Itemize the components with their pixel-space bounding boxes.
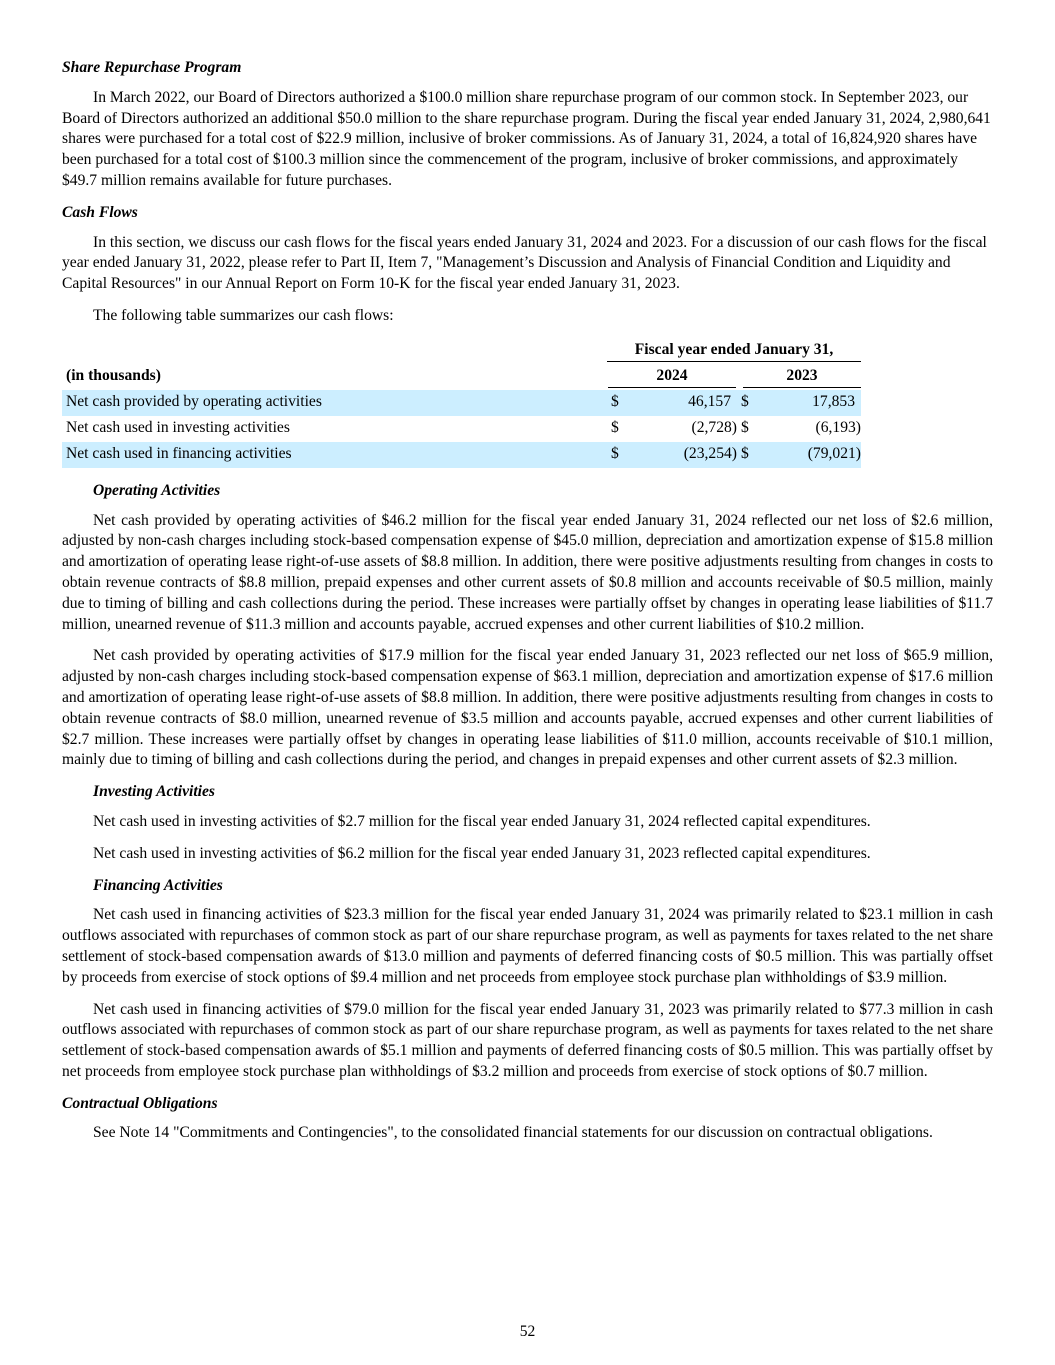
page-number: 52 [519,1323,536,1340]
value-2024: (2,728) [691,419,737,437]
row-label: Net cash used in financing activities [62,442,607,468]
share-repurchase-paragraph: In March 2022, our Board of Directors authorized a $100.0 million share repurchase program of our common stock. In September 2023, our Board of Directors authorized an additional $50.0 million to the share repurchase program. During the fiscal year ended January 31, 2024, 2,980,641 shares were purchased for a total cost of $22.9 million, inclusive of broker commissions. As of January 31, 2024, a total of 16,824,920 shares have been purchased for a total cost of $100.3 million since the commencement of the program, inclusive of broker commissions, and approximately $49.7 million remains available for future purchases. [62,88,991,189]
year-2023-header: 2023 [737,364,861,390]
share-repurchase-heading: Share Repurchase Program [62,59,242,76]
currency-symbol: $ [741,445,749,463]
financing-paragraph-2023: Net cash used in financing activities of $79.0 million for the fiscal year ended January 31, 2023 was primarily related to $77.3 million in cash outflows associated with repurchases of common stock as part of our share repurchase program, as well as payments for taxes related to the net share settlement of stock-based compensation awards of $5.1 million and payments of deferred financing costs of $0.5 million. This was partially offset by net proceeds from employee stock purchase plan withholdings of $3.2 million and proceeds from exercise of stock options of $0.7 million. [62,1000,993,1080]
value-2023: (79,021) [807,445,861,463]
operating-paragraph-2023: Net cash provided by operating activities of $17.9 million for the fiscal year ended January 31, 2023 reflected our net loss of $65.9 million, adjusted by non-cash charges including stock-based compensation expense of $63.1 million, depreciation and amortization expense of $17.6 million and amortization of operating lease right-of-use assets of $8.8 million. In addition, there were positive adjustments resulting from changes in costs to obtain revenue contracts of $8.0 million, unearned revenue of $3.5 million and accounts payable, accrued expenses and other current liabilities of $2.7 million. These increases were partially offset by changes in operating lease liabilities of $11.0 million, accounts receivable of $10.1 million, mainly due to timing of billing and cash collections during the period, and changes in prepaid expenses and other current assets of $2.3 million. [62,647,993,769]
contractual-obligations-heading: Contractual Obligations [62,1094,218,1112]
contractual-obligations-paragraph: See Note 14 "Commitments and Contingencies", to the consolidated financial statements for our discussion on contractual obligations. [93,1124,933,1142]
investing-paragraph-2023: Net cash used in investing activities of $6.2 million for the fiscal year ended January 31, 2023 reflected capital expenditures. [93,844,871,862]
currency-symbol: $ [741,419,749,437]
operating-paragraph-2024: Net cash provided by operating activities of $46.2 million for the fiscal year ended January 31, 2024 reflected our net loss of $2.6 million, adjusted by non-cash charges including stock-based compensation expense of $45.0 million, depreciation and amortization expense of $15.8 million and amortization of operating lease right-of-use assets of $8.8 million. In addition, there were positive adjustments resulting from changes in costs to obtain revenue contracts of $8.8 million, prepaid expenses and other current assets of $0.8 million and accounts receivable of $0.5 million, mainly due to timing of billing and cash collections during the period. These increases were partially offset by changes in operating lease liabilities of $11.7 million, unearned revenue of $11.3 million and accounts payable, accrued expenses and other current liabilities of $10.2 million. [62,511,993,633]
table-row [62,416,861,442]
cash-flows-table [62,338,861,468]
financing-activities-heading: Financing Activities [93,876,223,894]
unit-label: (in thousands) [66,367,161,385]
value-2024: 46,157 [688,393,731,411]
row-label: Net cash used in investing activities [66,419,290,437]
operating-activities-heading: Operating Activities [93,481,221,499]
currency-symbol: $ [611,419,619,437]
document-page [62,58,993,1155]
table-row [62,390,861,416]
investing-activities-heading: Investing Activities [93,783,216,801]
value-2024: (23,254) [683,445,737,463]
cash-flows-heading: Cash Flows [62,203,138,221]
table-row [62,442,861,468]
investing-paragraph-2024: Net cash used in investing activities of $2.7 million for the fiscal year ended January 31, 2024 reflected capital expenditures. [93,812,871,830]
row-label: Net cash provided by operating activities [62,390,607,416]
currency-symbol: $ [741,393,749,411]
currency-symbol: $ [611,445,619,463]
value-2023: 17,853 [812,393,855,411]
currency-symbol: $ [611,393,619,411]
financing-paragraph-2024: Net cash used in financing activities of $23.3 million for the fiscal year ended January 31, 2024 was primarily related to $23.1 million in cash outflows associated with repurchases of common stock as part of our share repurchase program, as well as payments for taxes related to the net share settlement of stock-based compensation awards of $13.0 million and payments of deferred financing costs of $0.5 million. This was partially offset by proceeds from exercise of stock options of $9.4 million and net proceeds from employee stock purchase plan withholdings of $3.9 million. [62,906,993,986]
cash-flows-intro-paragraph: In this section, we discuss our cash flows for the fiscal years ended January 31, 2024 and 2023. For a discussion of our cash flows for the fiscal year ended January 31, 2022, please refer to Part II, Item 7, "Management’s Discussion and Analysis of Financial Condition and Liquidity and Capital Resources" in our Annual Report on Form 10-K for the fiscal year ended January 31, 2023. [62,233,987,293]
fiscal-year-header: Fiscal year ended January 31, [607,338,861,364]
cash-flows-table-intro: The following table summarizes our cash flows: [93,306,394,324]
year-2024-header: 2024 [607,364,737,390]
value-2023: (6,193) [815,419,861,437]
